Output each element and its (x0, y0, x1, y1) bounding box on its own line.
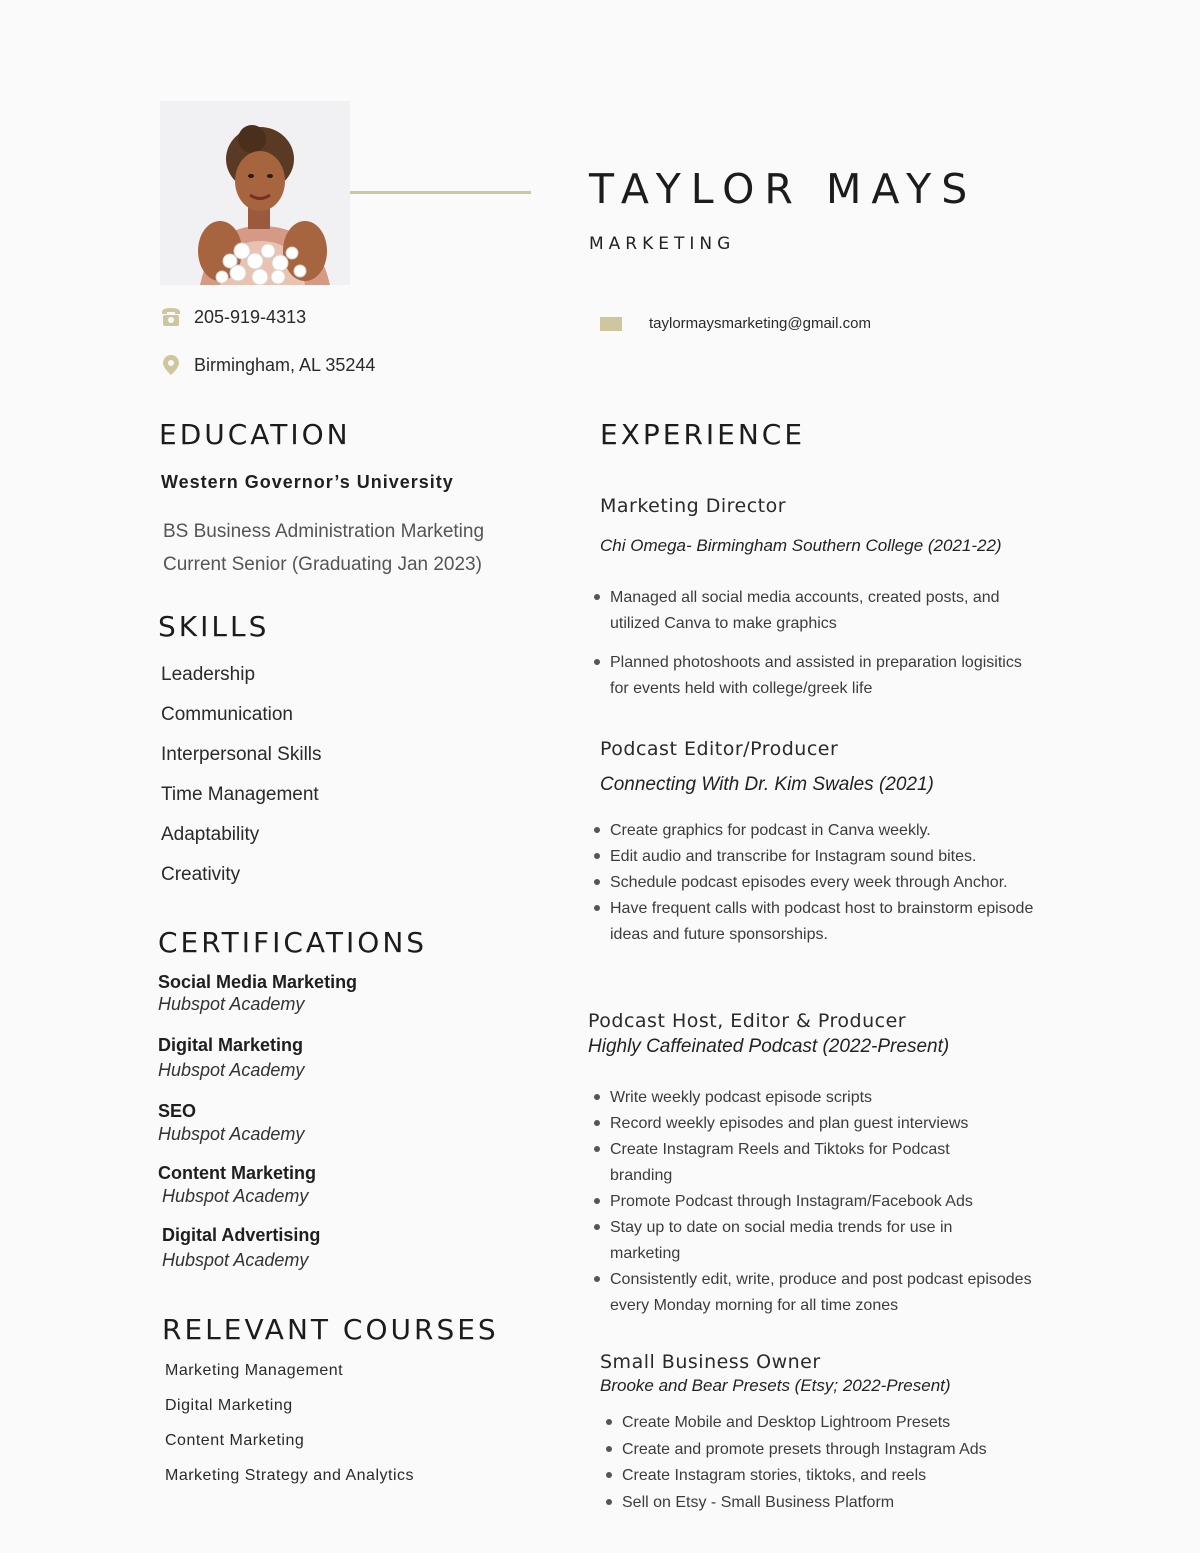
job-organization: Chi Omega- Birmingham Southern College (2021-22) (600, 536, 1002, 555)
education-degree: BS Business Administration Marketing (163, 521, 485, 542)
skill-item: Interpersonal Skills (161, 744, 322, 765)
job-title: Small Business Owner (600, 1351, 821, 1373)
job-bullet: Write weekly podcast episode scripts (594, 1085, 1034, 1111)
location-pin-icon (160, 354, 182, 376)
job-bullet: Consistently edit, write, produce and post podcast episodes every Monday morning for all time zones (594, 1267, 1034, 1319)
courses-list (165, 1360, 414, 1500)
certification-issuer: Hubspot Academy (158, 994, 305, 1014)
education-heading: EDUCATION (159, 418, 351, 451)
course-item: Digital Marketing (165, 1397, 293, 1414)
skill-item: Leadership (161, 664, 256, 685)
certification-item (158, 1034, 304, 1081)
job-bullet: Edit audio and transcribe for Instagram sound bites. (594, 844, 1034, 870)
certification-item (158, 971, 357, 1015)
contact-phone (160, 306, 306, 328)
job-bullet: Have frequent calls with podcast host to brainstorm episode ideas and future sponsorships. (594, 896, 1034, 948)
certification-issuer: Hubspot Academy (162, 1250, 309, 1270)
skill-item: Adaptability (161, 824, 260, 845)
phone-number[interactable]: 205-919-4313 (194, 306, 307, 327)
certification-issuer: Hubspot Academy (162, 1186, 309, 1206)
job-title: Podcast Editor/Producer (600, 738, 839, 760)
course-item: Marketing Strategy and Analytics (165, 1467, 415, 1484)
certification-issuer: Hubspot Academy (158, 1124, 305, 1144)
skills-heading: SKILLS (158, 610, 270, 643)
skills-list (161, 662, 322, 902)
skill-item: Creativity (161, 864, 241, 885)
contact-location (160, 354, 375, 376)
job-title: Marketing Director (600, 495, 787, 517)
portrait-image (160, 101, 350, 285)
envelope-icon (600, 316, 622, 332)
job-bullet: Planned photoshoots and assisted in preparation logisitics for events held with college/greek life (594, 650, 1034, 702)
certification-title: Content Marketing (158, 1163, 317, 1183)
certification-issuer: Hubspot Academy (158, 1060, 305, 1080)
header-accent-line (350, 191, 531, 194)
job-bullet: Managed all social media accounts, created posts, and utilized Canva to make graphics (594, 585, 1034, 637)
certification-item (162, 1224, 320, 1271)
course-item: Marketing Management (165, 1362, 344, 1379)
education-details (163, 515, 484, 581)
job-bullet: Create Instagram stories, tiktoks, and reels (606, 1463, 1056, 1490)
job-bullets (594, 585, 1034, 702)
job-bullet: Create graphics for podcast in Canva weekly. (594, 818, 1034, 844)
education-school: Western Governor’s University (161, 472, 454, 492)
certifications-heading: CERTIFICATIONS (158, 926, 428, 959)
job-organization: Brooke and Bear Presets (Etsy; 2022-Present) (600, 1376, 951, 1395)
education-status: Current Senior (Graduating Jan 2023) (163, 554, 482, 575)
certification-item (158, 1162, 316, 1207)
job-organization: Highly Caffeinated Podcast (2022-Present) (588, 1036, 950, 1057)
job-bullets (606, 1410, 1056, 1516)
email-address[interactable]: taylormaysmarketing@gmail.com (649, 315, 871, 332)
experience-heading: EXPERIENCE (600, 418, 806, 451)
job-bullet: Create Instagram Reels and Tiktoks for Podcast branding (594, 1137, 994, 1189)
job-bullet: Record weekly episodes and plan guest interviews (594, 1111, 1034, 1137)
job-bullet: Promote Podcast through Instagram/Facebook Ads (594, 1189, 1034, 1215)
skill-item: Time Management (161, 784, 319, 805)
job-bullet: Schedule podcast episodes every week through Anchor. (594, 870, 1014, 896)
job-bullet: Create and promote presets through Instagram Ads (606, 1437, 1056, 1464)
certification-title: Digital Marketing (158, 1035, 304, 1055)
job-organization: Connecting With Dr. Kim Swales (2021) (600, 774, 934, 795)
certification-title: Digital Advertising (162, 1225, 321, 1245)
location-text: Birmingham, AL 35244 (194, 354, 376, 375)
skill-item: Communication (161, 704, 293, 725)
job-bullet: Stay up to date on social media trends for use in marketing (594, 1215, 1014, 1267)
profile-photo (160, 101, 350, 285)
certification-item (158, 1100, 304, 1145)
job-bullet: Sell on Etsy - Small Business Platform (606, 1490, 1056, 1517)
job-bullets (594, 1085, 1034, 1319)
candidate-field: MARKETING (589, 234, 736, 254)
job-title: Podcast Host, Editor & Producer (588, 1010, 907, 1032)
course-item: Content Marketing (165, 1432, 305, 1449)
courses-heading: RELEVANT COURSES (162, 1313, 499, 1346)
phone-icon (160, 306, 182, 328)
candidate-name: TAYLOR MAYS (589, 165, 978, 213)
job-bullets (594, 818, 1034, 948)
certification-title: SEO (158, 1101, 197, 1121)
contact-email (600, 315, 871, 332)
certification-title: Social Media Marketing (158, 972, 358, 992)
job-bullet: Create Mobile and Desktop Lightroom Presets (606, 1410, 1056, 1437)
